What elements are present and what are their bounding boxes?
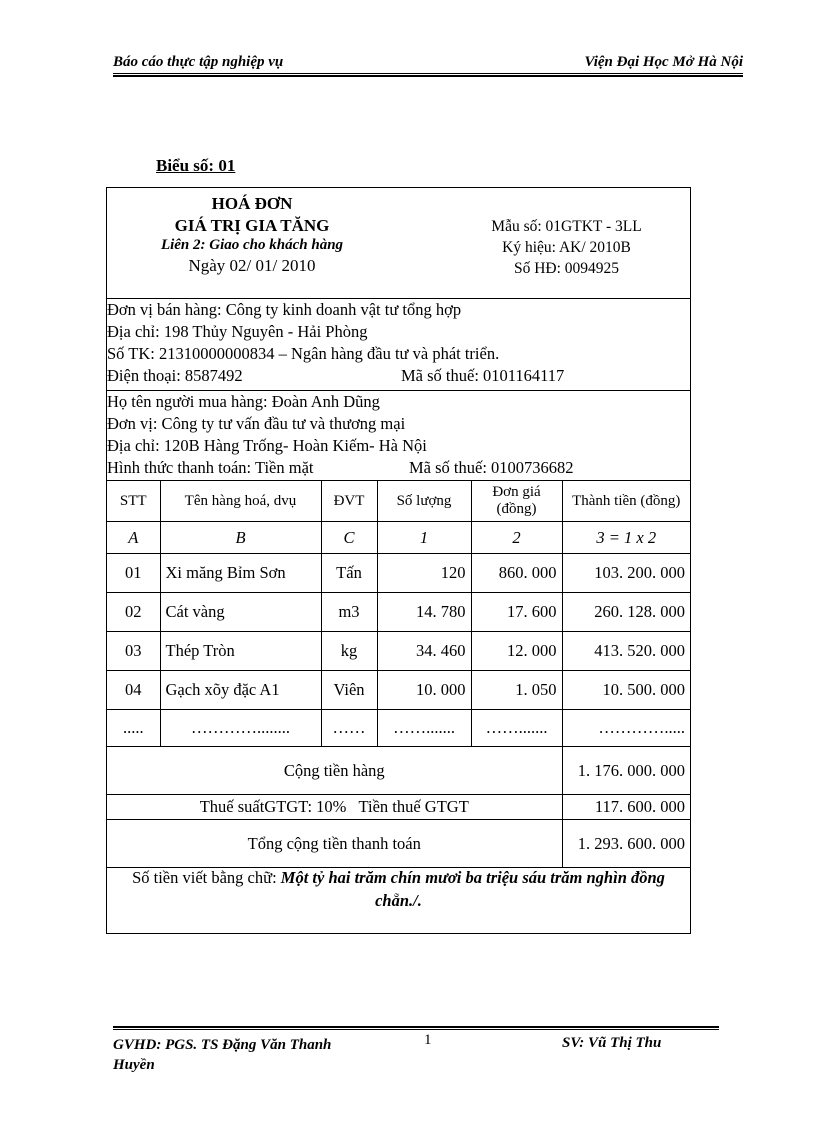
- buyer-address: Địa chỉ: 120B Hàng Trống- Hoàn Kiếm- Hà Nội: [107, 436, 427, 455]
- subtotal-label: Cộng tiền hàng: [107, 747, 562, 795]
- cell-item: Gạch xõy đặc A1: [160, 671, 321, 710]
- seller-account: Số TK: 21310000000834 – Ngân hàng đầu tư và phát triển.: [107, 344, 500, 363]
- col-code: 1: [377, 522, 471, 554]
- col-header: Tên hàng hoá, dvụ: [160, 481, 321, 522]
- seller-tax: Mã số thuế: 0101164117: [401, 366, 565, 385]
- header-left: Báo cáo thực tập nghiệp vụ: [113, 54, 284, 70]
- col-code: C: [321, 522, 377, 554]
- col-code: A: [107, 522, 160, 554]
- amount-words-value: Một tỷ hai trăm chín mươi ba triệu sáu trăm nghìn đồng chẵn./.: [280, 868, 665, 910]
- cell-qty: 14. 780: [377, 593, 471, 632]
- col-code: B: [160, 522, 321, 554]
- col-header: Số lượng: [377, 481, 471, 522]
- cell-price: 12. 000: [471, 632, 562, 671]
- invoice-copy: Liên 2: Giao cho khách hàng: [160, 237, 344, 253]
- cell-qty: 10. 000: [377, 671, 471, 710]
- subtotal-value: 1. 176. 000. 000: [562, 747, 690, 795]
- invoice-meta: [479, 216, 654, 279]
- grand-total-row: [107, 820, 690, 868]
- vat-label: Thuế suấtGTGT: 10% Tiền thuế GTGT: [107, 795, 562, 820]
- invoice-date: Ngày 02/ 01/ 2010: [188, 256, 316, 275]
- cell-amount: 413. 520. 000: [562, 632, 690, 671]
- form-number: Mẫu số: 01GTKT - 3LL: [491, 218, 642, 235]
- col-header: Thành tiền (đồng): [562, 481, 690, 522]
- cell-qty: …….......: [377, 710, 471, 747]
- cell-stt: 02: [107, 593, 160, 632]
- cell-item: Cát vàng: [160, 593, 321, 632]
- col-code: 2: [471, 522, 562, 554]
- cell-item: Thép Tròn: [160, 632, 321, 671]
- cell-unit: kg: [321, 632, 377, 671]
- buyer-payment-line: [107, 457, 690, 479]
- cell-amount: 103. 200. 000: [562, 554, 690, 593]
- seller-phone: Điện thoại: 8587492: [107, 366, 243, 385]
- amount-words-label: Số tiền viết bằng chữ:: [132, 868, 281, 887]
- invoice-subtitle: GIÁ TRỊ GIA TĂNG: [174, 216, 330, 235]
- grand-total-label: Tổng cộng tiền thanh toán: [107, 820, 562, 868]
- table-header-row: [107, 481, 690, 522]
- cell-price: 860. 000: [471, 554, 562, 593]
- vat-row: [107, 795, 690, 820]
- invoice-title: HOÁ ĐƠN: [211, 194, 293, 213]
- amount-in-words: [107, 866, 690, 912]
- cell-unit: ……: [321, 710, 377, 747]
- seller-phone-line: [107, 365, 690, 387]
- table-row: [107, 593, 690, 632]
- cell-price: 17. 600: [471, 593, 562, 632]
- buyer-payment: Hình thức thanh toán: Tiền mặt: [107, 458, 314, 477]
- cell-amount: 260. 128. 000: [562, 593, 690, 632]
- col-header: Đơn giá (đồng): [471, 481, 562, 522]
- seller-address: Địa chỉ: 198 Thủy Nguyên - Hải Phòng: [107, 322, 368, 341]
- cell-stt: 03: [107, 632, 160, 671]
- cell-item: Xi măng Bỉm Sơn: [160, 554, 321, 593]
- seller-section: [107, 298, 690, 387]
- vat-value: 117. 600. 000: [562, 795, 690, 820]
- cell-stt: 04: [107, 671, 160, 710]
- grand-total-value: 1. 293. 600. 000: [562, 820, 690, 868]
- items-table: [107, 480, 690, 868]
- cell-unit: Viên: [321, 671, 377, 710]
- page-header: [113, 52, 743, 74]
- cell-amount: ………….....: [562, 710, 690, 747]
- header-right: Viện Đại Học Mở Hà Nội: [584, 54, 743, 70]
- cell-price: …….......: [471, 710, 562, 747]
- cell-unit: Tấn: [321, 554, 377, 593]
- cell-stt: 01: [107, 554, 160, 593]
- cell-amount: 10. 500. 000: [562, 671, 690, 710]
- page-number: 1: [424, 1032, 432, 1048]
- buyer-tax: Mã số thuế: 0100736682: [409, 458, 574, 477]
- col-header: ĐVT: [321, 481, 377, 522]
- table-row: [107, 632, 690, 671]
- buyer-unit: Đơn vị: Công ty tư vấn đầu tư và thương mại: [107, 414, 406, 433]
- seller-unit: Đơn vị bán hàng: Công ty kinh doanh vật tư tổng hợp: [107, 300, 462, 319]
- cell-unit: m3: [321, 593, 377, 632]
- header-divider: [113, 73, 743, 77]
- table-row: [107, 554, 690, 593]
- cell-stt: .....: [107, 710, 160, 747]
- footer-right: SV: Vũ Thị Thu: [562, 1035, 662, 1051]
- table-row: [107, 671, 690, 710]
- col-code: 3 = 1 x 2: [562, 522, 690, 554]
- buyer-name: Họ tên người mua hàng: Đoàn Anh Dũng: [107, 392, 380, 411]
- form-title: Biểu số: 01: [156, 156, 236, 175]
- cell-price: 1. 050: [471, 671, 562, 710]
- buyer-section: [107, 390, 690, 479]
- invoice-heading: [107, 194, 397, 276]
- footer-left: GVHD: PGS. TS Đặng Văn Thanh Huyền: [113, 1037, 332, 1073]
- cell-item: …………........: [160, 710, 321, 747]
- subtotal-row: [107, 747, 690, 795]
- column-code-row: [107, 522, 690, 554]
- cell-qty: 34. 460: [377, 632, 471, 671]
- table-row: [107, 710, 690, 747]
- symbol: Ký hiệu: AK/ 2010B: [502, 239, 631, 256]
- cell-qty: 120: [377, 554, 471, 593]
- col-header: STT: [107, 481, 160, 522]
- invoice-number: Số HĐ: 0094925: [513, 260, 620, 277]
- invoice-box: [106, 187, 691, 934]
- footer-divider: [113, 1026, 719, 1030]
